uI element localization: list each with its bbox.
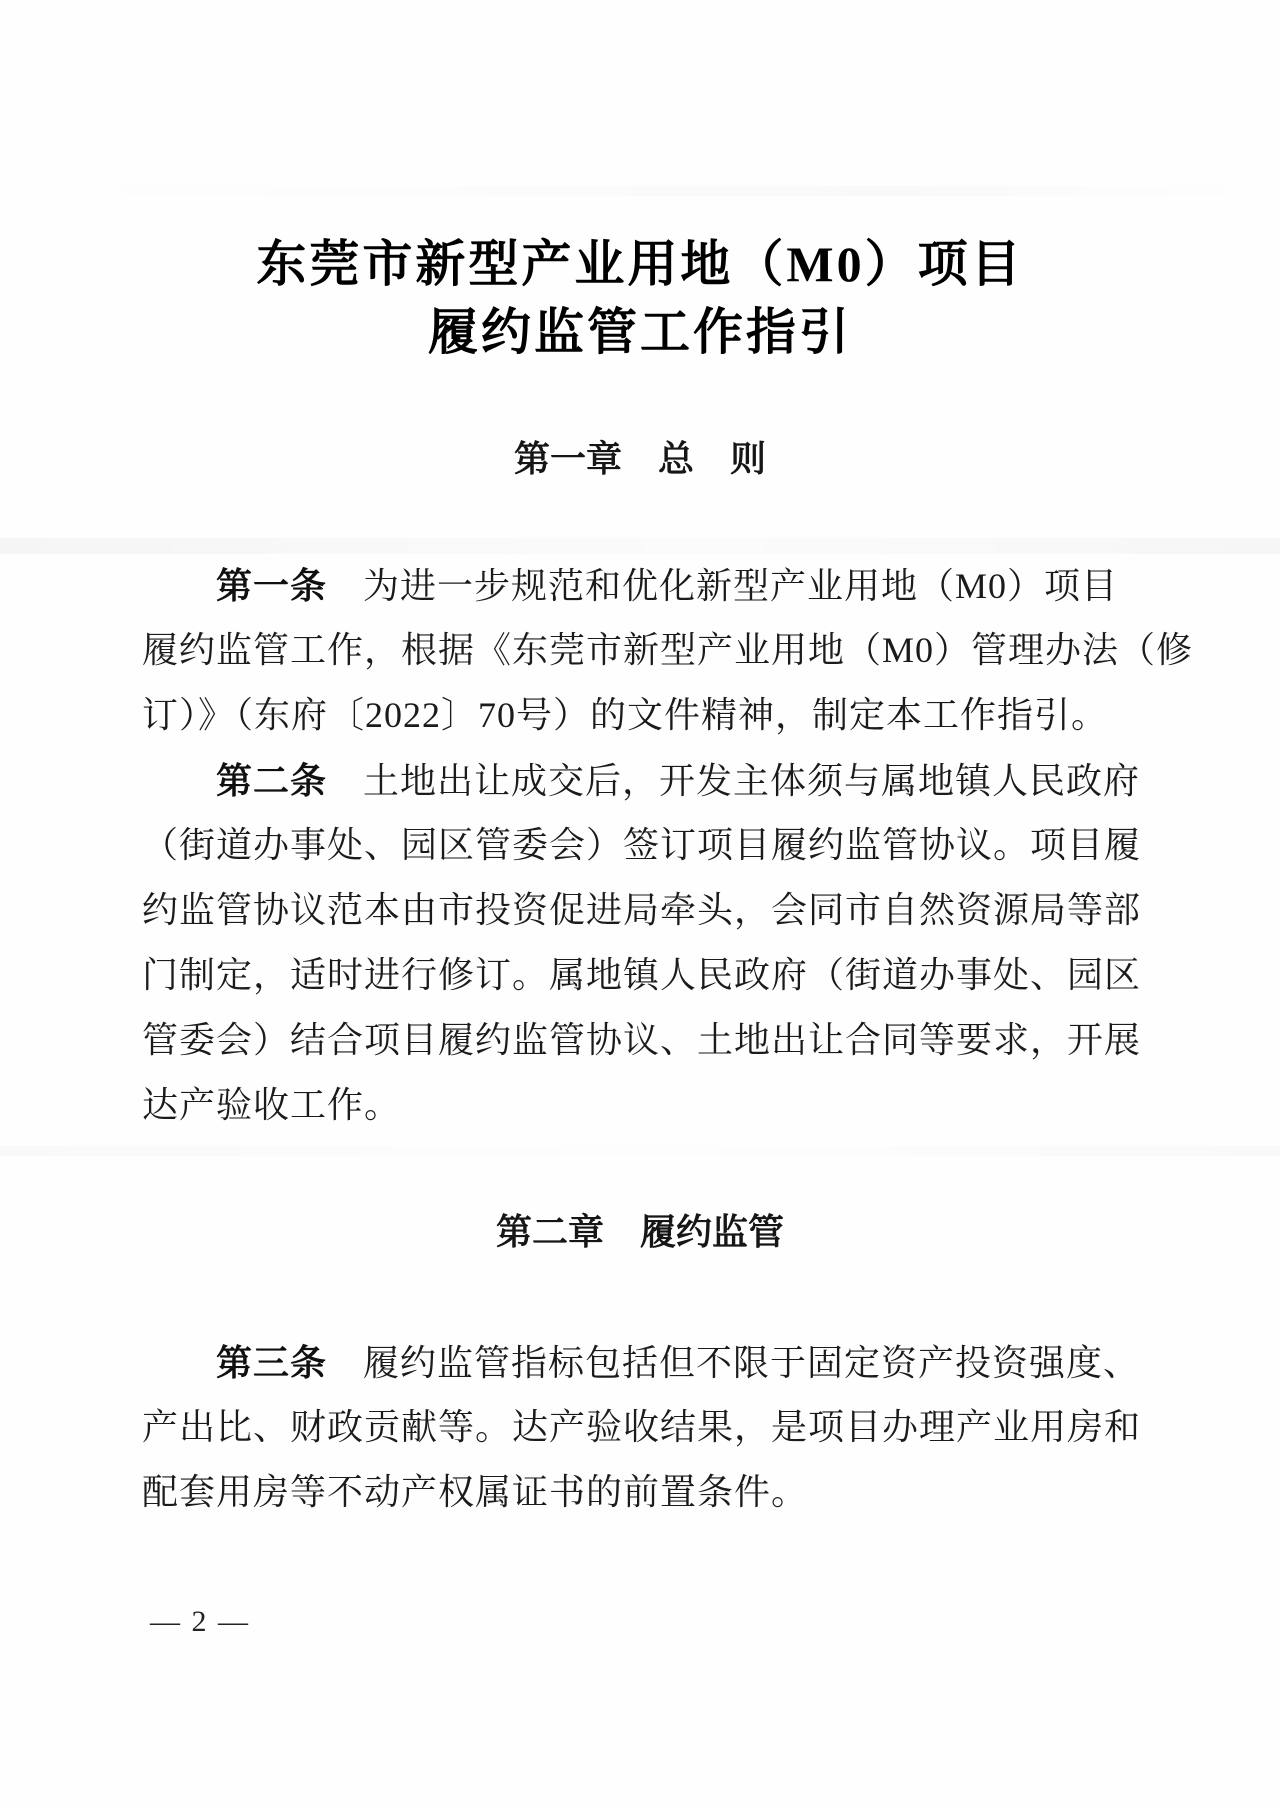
paragraph-line: 约监管协议范本由市投资促进局牵头，会同市自然资源局等部	[142, 890, 1142, 930]
article-1-label: 第一条	[216, 565, 328, 606]
scan-artifact	[0, 186, 1280, 196]
paragraph-line: 履约监管工作，根据《东莞市新型产业用地（M0）管理办法（修	[142, 630, 1194, 670]
paragraph-text: 为进一步规范和优化新型产业用地（M0）项目	[363, 566, 1119, 606]
paragraph-line: 门制定，适时进行修订。属地镇人民政府（街道办事处、园区	[142, 955, 1142, 995]
paragraph-line	[142, 748, 1147, 813]
article-2-label: 第二条	[216, 760, 328, 801]
paragraph-line	[142, 553, 1147, 618]
page-number: — 2 —	[150, 1605, 250, 1638]
chapter-1-heading: 第一章 总 则	[513, 438, 766, 479]
paragraph-line	[142, 1330, 1147, 1395]
document-title	[0, 230, 1280, 366]
scan-artifact	[0, 1146, 1280, 1156]
chapter-2-heading: 第二章 履约监管	[495, 1211, 784, 1252]
article-1-paragraph	[142, 553, 1194, 748]
paragraph-line: （街道办事处、园区管委会）签订项目履约监管协议。项目履	[142, 825, 1142, 865]
paragraph-line: 管委会）结合项目履约监管协议、土地出让合同等要求，开展	[142, 1020, 1142, 1060]
article-3-paragraph	[142, 1330, 1147, 1525]
scan-artifact	[0, 538, 1280, 554]
paragraph-text: 履约监管指标包括但不限于固定资产投资强度、	[363, 1343, 1141, 1383]
paragraph-line: 产出比、财政贡献等。达产验收结果，是项目办理产业用房和	[142, 1407, 1142, 1447]
article-3-label: 第三条	[216, 1342, 328, 1383]
document-title-line-1: 东莞市新型产业用地（M0）项目	[256, 236, 1024, 292]
paragraph-line: 达产验收工作。	[142, 1085, 402, 1125]
paragraph-line: 订）》（东府〔2022〕70号）的文件精神，制定本工作指引。	[142, 695, 1109, 735]
paragraph-text: 土地出让成交后，开发主体须与属地镇人民政府	[363, 761, 1141, 801]
article-2-paragraph	[142, 748, 1147, 1138]
paragraph-line: 配套用房等不动产权属证书的前置条件。	[142, 1472, 809, 1512]
document-title-line-2: 履约监管工作指引	[428, 304, 852, 360]
